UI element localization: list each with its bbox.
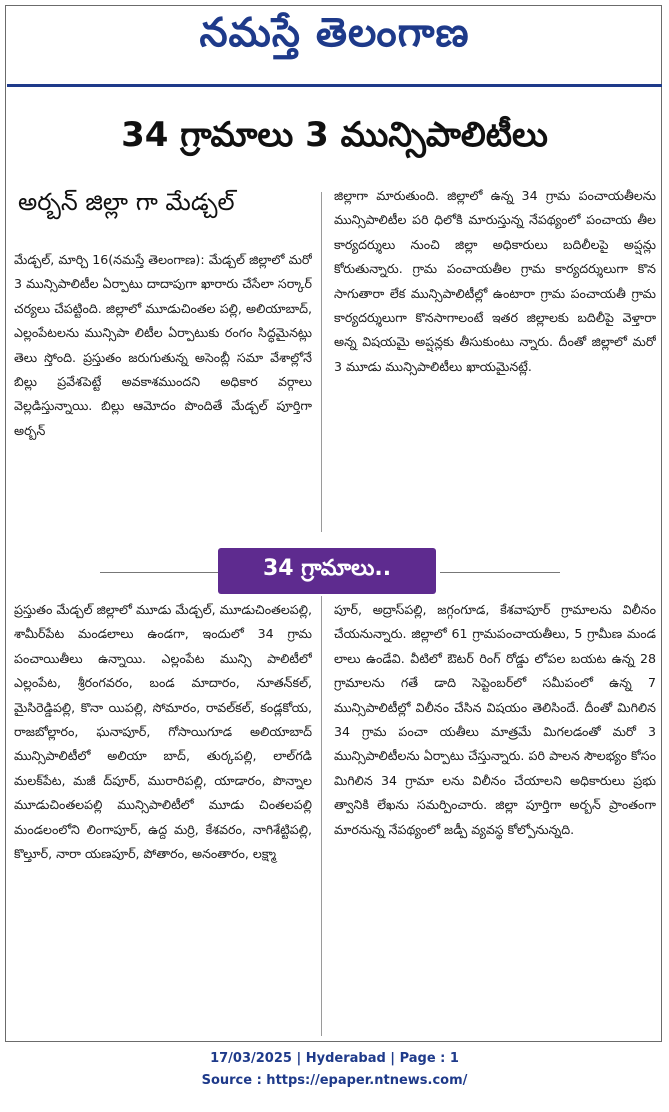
article-column-1	[14, 248, 312, 528]
banner-rule-left	[100, 572, 220, 573]
footer-dateline: 17/03/2025 | Hyderabad | Page : 1	[210, 1051, 459, 1066]
column-divider-bottom	[321, 596, 322, 1036]
article-column-4	[334, 598, 656, 1038]
column-4-text: పూర్, అద్రాస్‌పల్లి, జగ్గంగూడ, కేశవాపూర్ గ్రామాలను విలీనం చేయనున్నారు. జిల్లాలో 61 గ్రామపంచాయతీలు, 5 గ్రామీణ మండ లాలు ఉండేవి. వీటిలో ఔటర్ రింగ్ రోడ్డు లోపల బయట ఉన్న 28 గ్రామాలను గతే డాది సెప్టెంబర్‌లో సమీపంలో ఉన్న 7 మున్సిపాలిటీల్లో విలీనం చేసిన విషయం తెలిసిందే. దీంతో మిగిలిన 34 గ్రామ పంచా యతీలు మాత్రమే మిగలడంతో మరో 3 మున్సిపాలిటీలను ఏర్పాటు చేస్తున్నారు. పరి పాలన సౌలభ్యం కోసం మిగిలిన 34 గ్రామా లను విలీనం చేయాలని అధికారులు ప్రభు త్వానికి లేఖను సమర్పించారు. జిల్లా పూర్తిగా అర్బన్ ప్రాంతంగా మారనున్న నేపథ్యంలో జడ్పీ వ్యవస్థ కోల్పోనున్నది.	[334, 602, 656, 837]
section-banner-label: 34 గ్రామాలు..	[262, 556, 392, 581]
article-subheadline: అర్బన్ జిల్లా గా మేడ్చల్	[18, 188, 235, 216]
article-column-3	[14, 598, 312, 1038]
article-headline: 34 గ్రామాలు 3 మున్సిపాలిటీలు	[121, 115, 548, 155]
masthead-rule	[7, 84, 662, 87]
column-divider-top	[321, 192, 322, 532]
column-1-text: మేడ్చల్, మార్చి 16(నమస్తే తెలంగాణ): మేడ్చల్ జిల్లాలో మరో 3 మున్సిపాలిటీల ఏర్పాటు దాదాపుగా ఖారారు చేసేలా సర్కార్ చర్యలు చేపట్టింది. జిల్లాలో మూడుచింతల పల్లి, అలియాబాద్, ఎల్లంపేటలను మున్సిపా లిటీల ఏర్పాటుకు రంగం సిద్ధమైనట్లు తెలు స్తోంది. ప్రస్తుతం జరుగుతున్న అసెంబ్లీ సమా వేశాల్లోనే బిల్లు ప్రవేశపెట్టే అవకాశముందని అధికార వర్గాలు వెల్లడిస్తున్నాయి. బిల్లు ఆమోదం పొందితే మేడ్చల్ పూర్తిగా అర్బన్	[14, 252, 312, 438]
column-3-text: ప్రస్తుతం మేడ్చల్ జిల్లాలో మూడు మేడ్చల్, మూడుచింతలపల్లి, శామీర్‌పేట మండలాలు ఉండగా, ఇందులో 34 గ్రామ పంచాయితీలు ఉన్నాయి. ఎల్లంపేట మున్సి పాలిటీలో ఎల్లంపేట, శ్రీరంగవరం, బండ మాదారం, నూతన్‌కల్, మైసిరెడ్డిపల్లి, కొనా యిపల్లి, సోమారం, రావల్‌కల్, కండ్లకోయ, రాజబోల్లారం, ఘనాపూర్, గోసాయిగూడ అలియాబాద్ మున్సిపాలిటీలో అలియా బాద్, తుర్కపల్లి, లాల్‌గడి మలక్‌పేట, మజీ ద్‌పూర్, మురారిపల్లి, యాడారం, పొన్నాల మూడుచింతలపల్లి మున్సిపాలిటీలో మూడు చింతలపల్లి మండలంలోని లింగాపూర్, ఉద్ద మర్రి, కేశవరం, నాగిశేట్టిపల్లి, కొల్తూర్, నారా యణపూర్, పోతారం, అనంతారం, లక్ష్మా	[14, 602, 312, 862]
newspaper-masthead: నమస్తే తెలంగాణ	[199, 10, 470, 56]
article-column-2	[334, 184, 656, 532]
footer-source: Source : https://epaper.ntnews.com/	[201, 1073, 468, 1088]
column-2-text: జిల్లాగా మారుతుంది. జిల్లాలో ఉన్న 34 గ్రామ పంచాయతీలను మున్సిపాలిటీల పరి ధిలోకి మారుస్తున్న నేపథ్యంలో పంచాయ తీల కార్యదర్శులు నుంచి జిల్లా అధికారులు బదిలీలపై అప్షన్లు కోరుతున్నారు. గ్రామ పంచాయతీల గ్రామ కార్యదర్శులుగా కొన సాగుతారా లేక మున్సిపాలిటీల్లో ఉంటారా గ్రామ పంచాయతీ గ్రామ కార్యదర్శులుగా కొనసాగాలంటే ఇతర జిల్లాలకు బదిలీపై వెళ్తారా అన్న విషయమై అప్షన్లకు తీసుకుంటు న్నారు. దీంతో జిల్లాలో మరో 3 మూడు మున్సిపాలిటీలు ఖాయమైనట్లే.	[334, 188, 656, 374]
banner-rule-right	[440, 572, 560, 573]
section-banner	[218, 548, 436, 594]
